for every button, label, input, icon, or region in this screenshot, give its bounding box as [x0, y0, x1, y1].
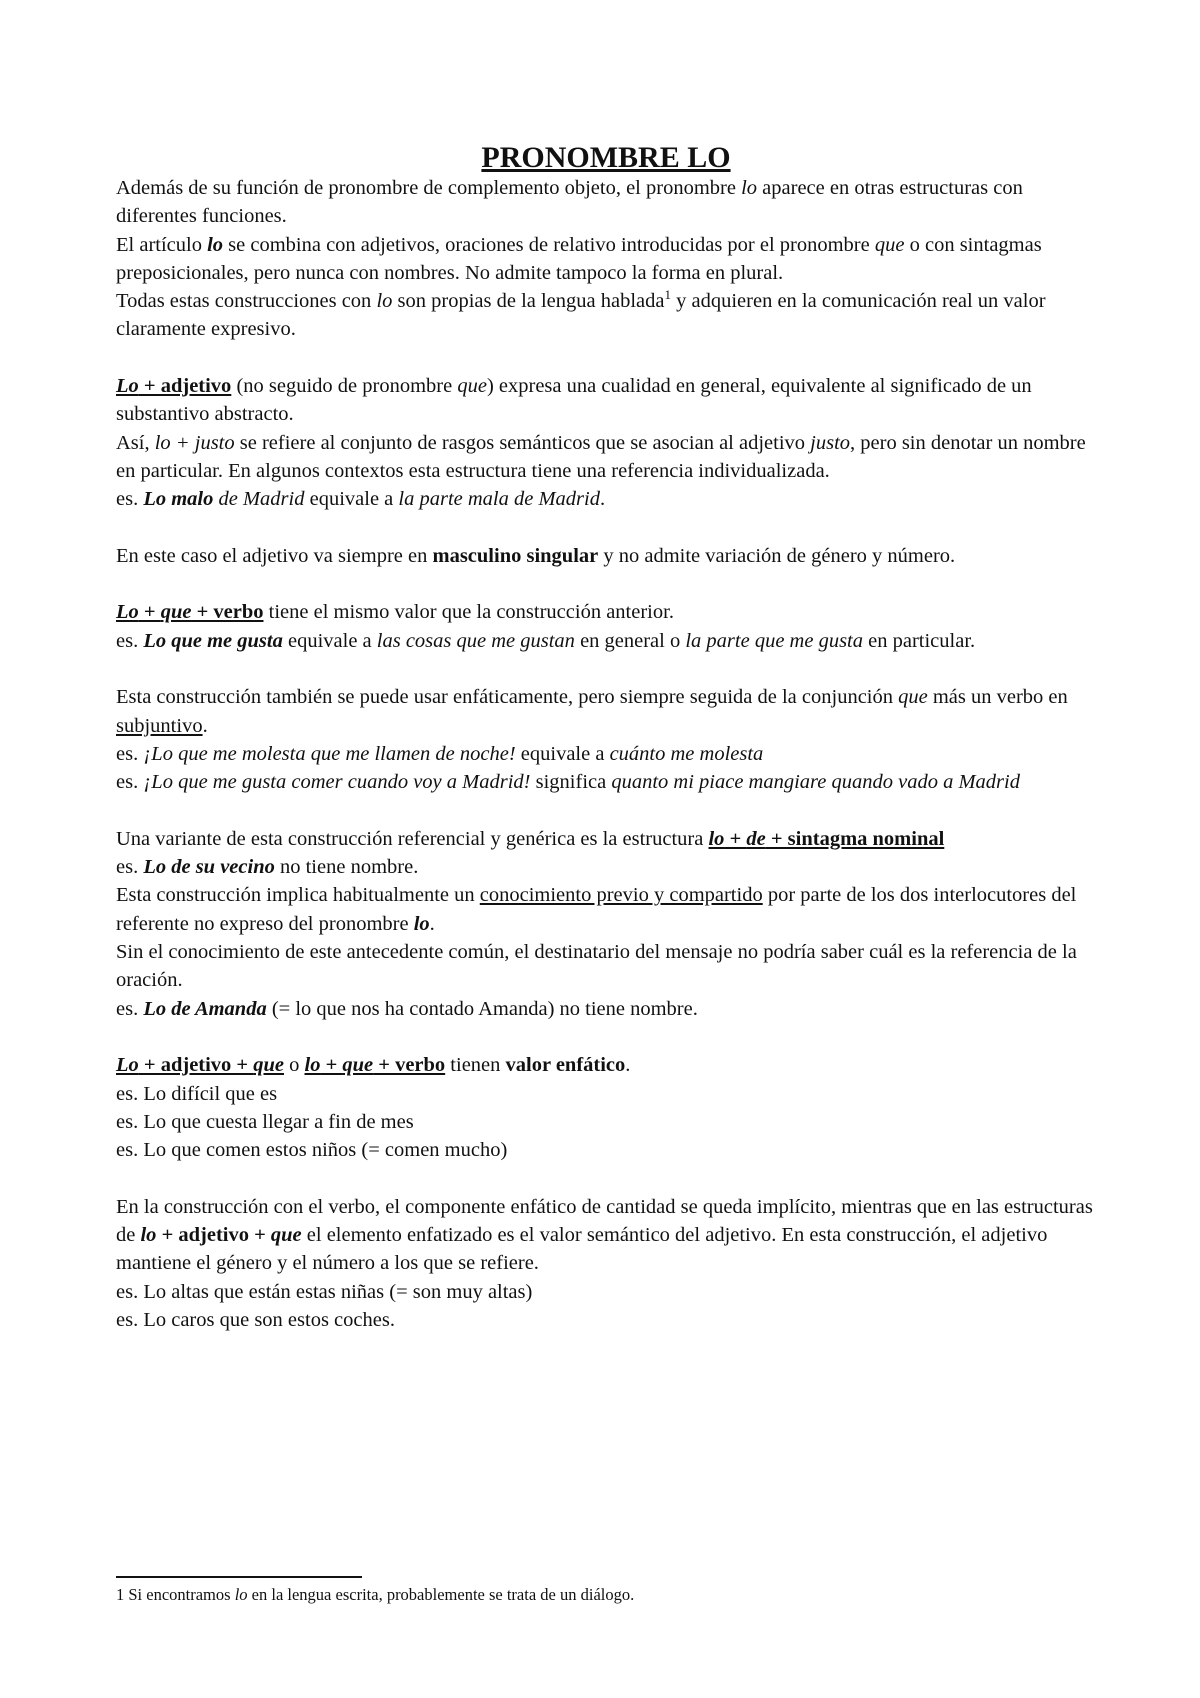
intro-paragraph-2: El artículo lo se combina con adjetivos, oraciones de relativo introducidas por el pronombre que o con sintagmas preposicionales, pero nunca con nombres. No admite tampoco la forma en plural.	[116, 233, 1042, 284]
example-line: es. Lo que comen estos niños (= comen mucho)	[116, 1139, 508, 1162]
spacer	[116, 1164, 1096, 1192]
example-line: es. Lo que cuesta llegar a fin de mes	[116, 1110, 414, 1133]
spacer	[116, 1023, 1096, 1051]
intro-paragraph-1: Además de su función de pronombre de complemento objeto, el pronombre lo aparece en otras estructuras con diferentes funciones.	[116, 177, 1023, 228]
construction-heading: Lo + que + verbo	[116, 601, 264, 624]
spacer	[116, 655, 1096, 683]
spacer	[116, 514, 1096, 542]
section-lo-de-sintagma: Una variante de esta construcción referencial y genérica es la estructura lo + de + sintagma nominal	[116, 827, 945, 850]
construction-heading: lo + de + sintagma nominal	[708, 827, 945, 850]
section-lo-adjetivo-explanation: Así, lo + justo se refiere al conjunto de rasgos semánticos que se asocian al adjetivo justo, pero sin denotar un nombre en particular. En algunos contextos esta estructura tiene una referencia individualizada.	[116, 431, 1086, 482]
construction-heading: lo + que + verbo	[304, 1054, 446, 1077]
example-line: es. Lo difícil que es	[116, 1082, 278, 1105]
construction-heading: Lo + adjetivo	[116, 375, 232, 398]
document-body	[116, 138, 1096, 1334]
spacer	[116, 797, 1096, 825]
section-lo-que-verbo: Lo + que + verbo tiene el mismo valor que la construcción anterior.	[116, 601, 674, 624]
example-line: es. Lo de su vecino no tiene nombre.	[116, 856, 419, 879]
spacer	[116, 570, 1096, 598]
intro-paragraph-3: Todas estas construcciones con lo son propias de la lengua hablada$^1$ y adquieren en la comunicación real un valor claramente expresivo.	[116, 287, 1046, 341]
example-line: es. Lo que me gusta equivale a las cosas que me gustan en general o la parte que me gusta en particular.	[116, 629, 976, 652]
section-lo-de-explanation: Esta construcción implica habitualmente un conocimiento previo y compartido por parte de los dos interlocutores del referente no expreso del pronombre lo.	[116, 884, 1077, 935]
example-line: es. Lo altas que están estas niñas (= son muy altas)	[116, 1280, 533, 1303]
example-line: es. Lo malo de Madrid equivale a la parte mala de Madrid.	[116, 488, 606, 511]
construction-heading: Lo + adjetivo + que	[116, 1054, 284, 1077]
example-line: es. ¡Lo que me gusta comer cuando voy a Madrid! significa quanto mi piace mangiare quando vado a Madrid	[116, 771, 1020, 794]
footnote-reference[interactable]: 1	[664, 287, 671, 303]
example-line: es. Lo caros que son estos coches.	[116, 1308, 395, 1331]
footnote: 1 Si encontramos lo en la lengua escrita, probablemente se trata de un diálogo.	[116, 1585, 635, 1604]
page-title: PRONOMBRE LO	[481, 141, 731, 174]
section-lo-de-explanation-2: Sin el conocimiento de este antecedente común, el destinatario del mensaje no podría saber cuál es la referencia de la oración.	[116, 941, 1077, 992]
example-line: es. ¡Lo que me molesta que me llamen de noche! equivale a cuánto me molesta	[116, 742, 764, 765]
section-lo-adjetivo: Lo + adjetivo (no seguido de pronombre que) expresa una cualidad en general, equivalente al significado de un substantivo abstracto.	[116, 375, 1032, 426]
spacer	[116, 344, 1096, 372]
section-valor-enfatico: Lo + adjetivo + que o lo + que + verbo tienen valor enfático.	[116, 1054, 631, 1077]
section-enfatico: Esta construcción también se puede usar enfáticamente, pero siempre seguida de la conjunción que más un verbo en subjuntivo.	[116, 686, 1068, 737]
section-masculino-singular: En este caso el adjetivo va siempre en masculino singular y no admite variación de género y número.	[116, 544, 956, 567]
section-componente-enfatico: En la construcción con el verbo, el componente enfático de cantidad se queda implícito, mientras que en las estructuras de lo + adjetivo + que el elemento enfatizado es el valor semántico del adjetivo. En esta construcción, el adjetivo mantiene el género y el número a los que se refiere.	[116, 1195, 1093, 1275]
footnote-separator	[116, 1576, 362, 1578]
example-line: es. Lo de Amanda (= lo que nos ha contado Amanda) no tiene nombre.	[116, 997, 698, 1020]
